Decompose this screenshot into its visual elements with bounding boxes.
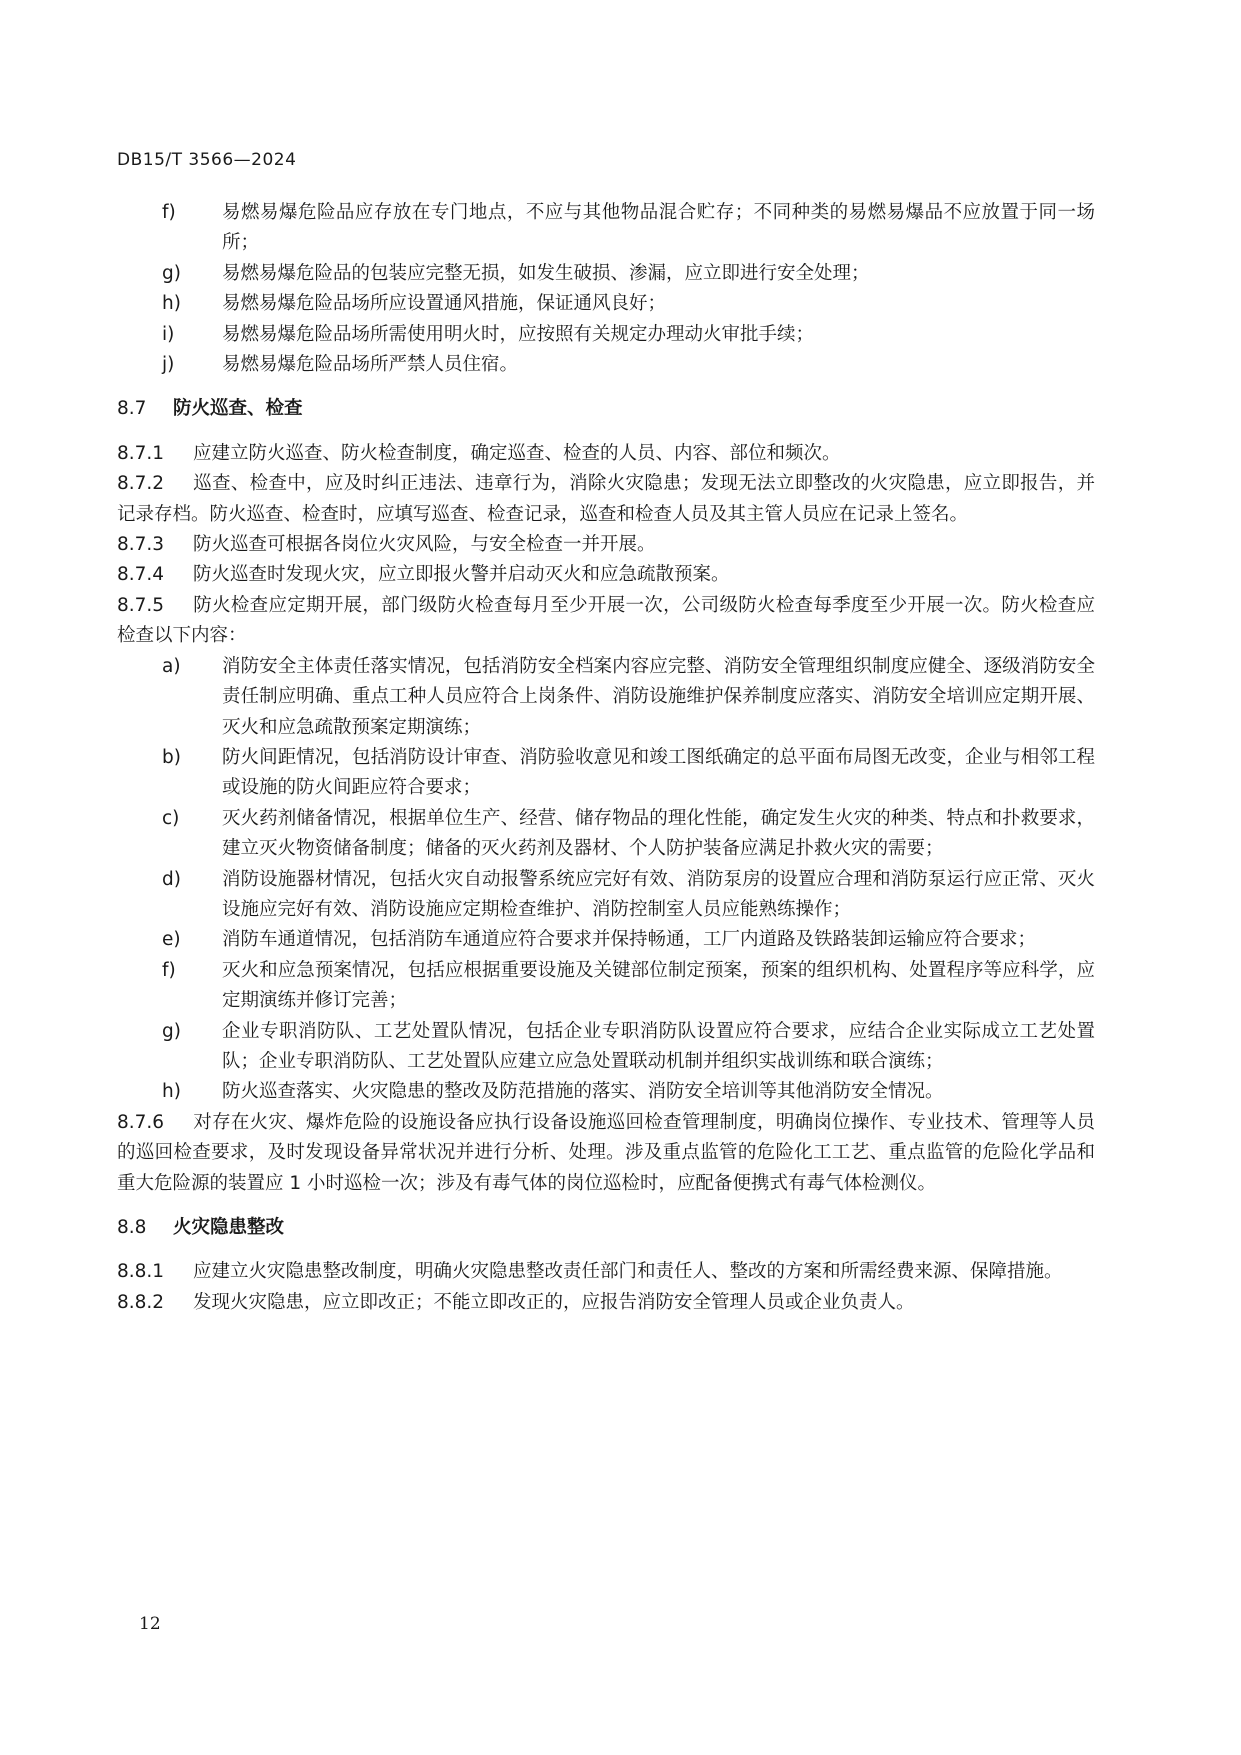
list-item-text: 防火间距情况，包括消防设计审查、消防验收意见和竣工图纸确定的总平面布局图无改变，企业与相邻工程或设施的防火间距应符合要求； [222,746,1095,799]
clause-text: 应建立防火巡查、防火检查制度，确定巡查、检查的人员、内容、部位和频次。 [193,442,841,464]
clause-number: 8.7.3 [117,534,165,556]
section-heading-8-8 [117,1213,1095,1243]
clause-number: 8.7.6 [117,1111,165,1133]
clause-8-8-2 [117,1288,1095,1318]
list-item [117,925,1095,955]
clause-number: 8.7.1 [117,442,165,464]
clause-8-7-6 [117,1108,1095,1199]
list-item [117,289,1095,319]
list-item-label: g) [162,1020,181,1042]
list-item-label: b) [162,746,181,768]
clause-number: 8.7.2 [117,473,165,495]
clause-text: 防火巡查可根据各岗位火灾风险，与安全检查一并开展。 [193,534,656,556]
list-item [117,320,1095,350]
list-item [117,1077,1095,1107]
clause-8-8-1 [117,1257,1095,1287]
list-item-text: 企业专职消防队、工艺处置队情况，包括企业专职消防队设置应符合要求，应结合企业实际成立工艺处置队；企业专职消防队、工艺处置队应建立应急处置联动机制并组织实战训练和联合演练； [222,1020,1095,1072]
list-item-text: 易燃易爆危险品场所严禁人员住宿。 [222,354,519,376]
section-number: 8.7 [117,398,147,420]
clause-8-7-2 [117,469,1095,530]
clause-8-7-5 [117,591,1095,652]
clause-8-7-4 [117,560,1095,590]
list-item-label: e) [162,929,181,951]
list-item [117,956,1095,1017]
section-number: 8.8 [117,1217,147,1238]
page-content [117,198,1095,1318]
list-item-label: a) [162,655,181,677]
list-item-text: 防火巡查落实、火灾隐患的整改及防范措施的落实、消防安全培训等其他消防安全情况。 [222,1081,944,1103]
list-item-label: h) [162,293,181,315]
list-item-text: 灭火药剂储备情况，根据单位生产、经营、储存物品的理化性能，确定发生火灾的种类、特点和扑救要求，建立灭火物资储备制度；储备的灭火药剂及器材、个人防护装备应满足扑救火灾的需要； [222,807,1095,860]
list-item-label: h) [162,1081,181,1103]
clause-number: 8.7.4 [117,564,165,586]
section-heading-8-7 [117,394,1095,424]
list-item-text: 易燃易爆危险品应存放在专门地点，不应与其他物品混合贮存；不同种类的易燃易爆品不应放置于同一场所； [222,202,1095,254]
list-item-text: 易燃易爆危险品场所需使用明火时，应按照有关规定办理动火审批手续； [222,323,815,345]
list-item-text: 消防车通道情况，包括消防车通道应符合要求并保持畅通，工厂内道路及铁路装卸运输应符合要求； [222,929,1037,951]
list-item [117,743,1095,804]
list-item [117,652,1095,743]
list-item-label: f) [162,202,176,223]
section-title: 防火巡查、检查 [173,398,303,420]
list-item [117,259,1095,289]
clause-8-7-1 [117,439,1095,469]
document-code: DB15/T 3566—2024 [117,150,297,170]
list-item-text: 消防设施器材情况，包括火灾自动报警系统应完好有效、消防泵房的设置应合理和消防泵运行应正常、灭火设施应完好有效、消防设施应定期检查维护、消防控制室人员应能熟练操作； [222,868,1095,920]
section-title: 火灾隐患整改 [173,1217,285,1238]
list-item-label: j) [162,354,175,376]
list-item-text: 消防安全主体责任落实情况，包括消防安全档案内容应完整、消防安全管理组织制度应健全、逐级消防安全责任制应明确、重点工种人员应符合上岗条件、消防设施维护保养制度应落实、消防安全培训应定期开展、灭火和应急疏散预案定期演练； [222,655,1095,738]
list-item [117,804,1095,865]
list-item [117,865,1095,926]
page-number: 12 [139,1614,161,1634]
list-item [117,198,1095,259]
list-item-label: c) [162,807,180,829]
clause-text: 防火检查应定期开展，部门级防火检查每月至少开展一次，公司级防火检查每季度至少开展一次。防火检查应检查以下内容： [117,594,1095,647]
clause-text: 巡查、检查中，应及时纠正违法、违章行为，消除火灾隐患；发现无法立即整改的火灾隐患，应立即报告，并记录存档。防火巡查、检查时，应填写巡查、检查记录，巡查和检查人员及其主管人员应在记录上签名。 [117,473,1095,525]
list-item [117,1017,1095,1078]
clause-text: 防火巡查时发现火灾，应立即报火警并启动灭火和应急疏散预案。 [193,564,730,586]
list-item-label: f) [162,959,176,981]
list-item-label: i) [162,323,175,345]
clause-text: 对存在火灾、爆炸危险的设施设备应执行设备设施巡回检查管理制度，明确岗位操作、专业技术、管理等人员的巡回检查要求，及时发现设备异常状况并进行分析、处理。涉及重点监管的危险化工工艺、重点监管的危险化学品和重大危险源的装置应 1 小时巡检一次；涉及有毒气体的岗位巡检时，应配备便携式有毒气体检测仪。 [117,1111,1095,1194]
clause-number: 8.7.5 [117,594,165,616]
clause-number: 8.8.2 [117,1291,165,1313]
clause-8-7-3 [117,530,1095,560]
clause-text: 应建立火灾隐患整改制度，明确火灾隐患整改责任部门和责任人、整改的方案和所需经费来源、保障措施。 [193,1261,1063,1283]
list-item [117,350,1095,380]
clause-number: 8.8.1 [117,1261,165,1283]
list-item-label: g) [162,262,181,284]
clause-text: 发现火灾隐患，应立即改正；不能立即改正的，应报告消防安全管理人员或企业负责人。 [193,1291,915,1313]
list-item-text: 灭火和应急预案情况，包括应根据重要设施及关键部位制定预案，预案的组织机构、处置程序等应科学，应定期演练并修订完善； [222,959,1095,1012]
list-item-text: 易燃易爆危险品的包装应完整无损，如发生破损、渗漏，应立即进行安全处理； [222,262,870,284]
list-item-label: d) [162,868,181,890]
list-item-text: 易燃易爆危险品场所应设置通风措施，保证通风良好； [222,293,667,315]
